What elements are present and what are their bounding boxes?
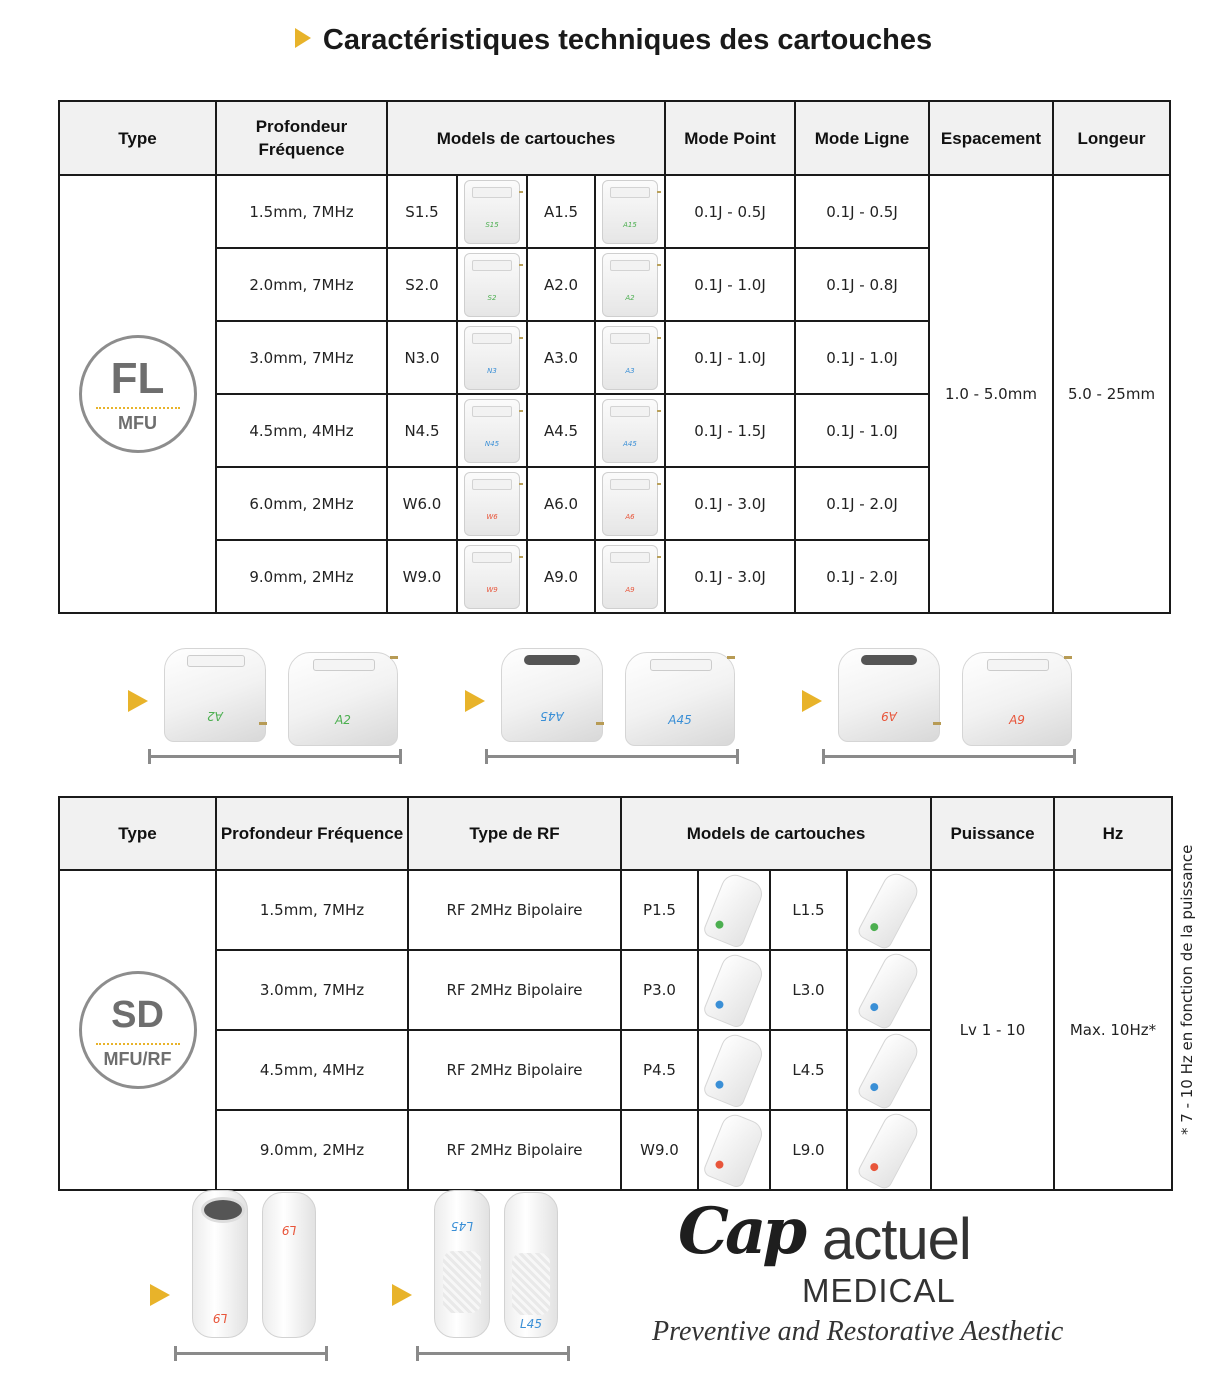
cartridge-image — [702, 1111, 766, 1190]
header-puissance: Puissance — [931, 797, 1054, 870]
logo-cap: Cap — [678, 1194, 804, 1269]
table-row — [59, 870, 1172, 950]
play-triangle-icon — [802, 690, 822, 712]
play-triangle-icon — [392, 1284, 412, 1306]
mode-point-cell: 0.1J - 0.5J — [665, 175, 795, 248]
model-name-cell: A4.5 — [527, 394, 595, 467]
profondeur-cell: 1.5mm, 7MHz — [216, 175, 387, 248]
cartridge-label: A2 — [625, 293, 635, 302]
product-group — [128, 640, 418, 770]
profondeur-cell: 4.5mm, 4MHz — [216, 1030, 408, 1110]
profondeur-cell: 6.0mm, 2MHz — [216, 467, 387, 540]
cartridge-ring — [201, 1197, 245, 1223]
cartridge-image — [464, 253, 520, 317]
header-rf: Type de RF — [408, 797, 621, 870]
page-title: Caractéristiques techniques des cartouches — [0, 24, 1227, 57]
header-type: Type — [59, 797, 216, 870]
rf-type-cell: RF 2MHz Bipolaire — [408, 1110, 621, 1190]
cartridge-mesh — [443, 1251, 482, 1313]
scale-bar — [174, 1352, 328, 1355]
cartridge-label: S15 — [485, 220, 499, 229]
header-longeur: Longeur — [1053, 101, 1170, 175]
model-thumbnail — [847, 950, 931, 1030]
product-group — [392, 1188, 582, 1368]
connector-pin — [390, 656, 398, 659]
cartridge-mesh — [512, 1253, 549, 1315]
profondeur-cell: 2.0mm, 7MHz — [216, 248, 387, 321]
cartridge-window — [524, 655, 580, 665]
connector-pin — [259, 722, 267, 725]
model-name-cell: W9.0 — [387, 540, 457, 613]
badge-title: SD — [111, 994, 164, 1036]
scale-bar — [416, 1352, 570, 1355]
cartridge-window — [187, 655, 245, 667]
cartridge-label: W6 — [486, 512, 498, 521]
header-models: Models de cartouches — [387, 101, 665, 175]
cartridge-image — [602, 399, 658, 463]
sd-spec-table — [58, 796, 1173, 1191]
profondeur-cell: 9.0mm, 2MHz — [216, 1110, 408, 1190]
badge-divider — [96, 407, 180, 409]
cartridge-window — [987, 659, 1049, 671]
header-profondeur: Profondeur Fréquence — [216, 797, 408, 870]
scale-bar — [822, 755, 1076, 758]
rf-type-cell: RF 2MHz Bipolaire — [408, 870, 621, 950]
model-name-cell: L1.5 — [770, 870, 847, 950]
cartridge-label: N45 — [484, 439, 500, 448]
model-name-cell: S2.0 — [387, 248, 457, 321]
cartridge-label: L9 — [212, 1311, 228, 1325]
cartridge-label: A9 — [1009, 713, 1025, 727]
cartridge-label: L9 — [281, 1223, 297, 1237]
model-name-cell: S1.5 — [387, 175, 457, 248]
play-triangle-icon — [465, 690, 485, 712]
cartridge-image — [602, 545, 658, 609]
type-cell — [59, 870, 216, 1190]
header-profondeur: Profondeur Fréquence — [216, 101, 387, 175]
mode-ligne-cell: 0.1J - 1.0J — [795, 394, 929, 467]
mode-ligne-cell: 0.1J - 0.8J — [795, 248, 929, 321]
rf-cartridge-back — [504, 1192, 558, 1338]
play-triangle-icon — [295, 28, 311, 48]
header-espacement: Espacement — [929, 101, 1053, 175]
fl-spec-table — [58, 100, 1171, 614]
cartridge-window — [313, 659, 375, 671]
handpiece-cartridge-front — [501, 648, 603, 742]
model-thumbnail — [595, 248, 665, 321]
model-name-cell: N3.0 — [387, 321, 457, 394]
model-thumbnail — [595, 175, 665, 248]
model-name-cell: P3.0 — [621, 950, 698, 1030]
profondeur-cell: 1.5mm, 7MHz — [216, 870, 408, 950]
capactuel-logo — [650, 1190, 1064, 1360]
model-name-cell: A6.0 — [527, 467, 595, 540]
model-thumbnail — [698, 1030, 770, 1110]
model-thumbnail — [457, 321, 527, 394]
cartridge-label: A6 — [625, 512, 635, 521]
model-thumbnail — [457, 467, 527, 540]
type-cell — [59, 175, 216, 613]
header-mode-point: Mode Point — [665, 101, 795, 175]
model-thumbnail — [595, 394, 665, 467]
badge-title: FL — [110, 354, 165, 403]
cartridge-label: A45 — [540, 709, 564, 723]
cartridge-label: S2 — [487, 293, 497, 302]
model-name-cell: W6.0 — [387, 467, 457, 540]
cartridge-label: L45 — [451, 1219, 473, 1233]
cartridge-label: A2 — [207, 709, 223, 723]
cartridge-image — [856, 1029, 923, 1111]
hz-footnote: * 7 - 10 Hz en fonction de la puissance — [1178, 844, 1196, 1135]
cartridge-image — [602, 180, 658, 244]
model-name-cell: A9.0 — [527, 540, 595, 613]
color-dot — [869, 1002, 880, 1013]
model-name-cell: A2.0 — [527, 248, 595, 321]
model-name-cell: A3.0 — [527, 321, 595, 394]
mode-point-cell: 0.1J - 1.0J — [665, 248, 795, 321]
cartridge-window — [650, 659, 712, 671]
model-thumbnail — [698, 1110, 770, 1190]
model-thumbnail — [595, 540, 665, 613]
cartridge-image — [602, 253, 658, 317]
handpiece-cartridge-front — [838, 648, 940, 742]
color-dot — [714, 999, 724, 1009]
cartridge-image — [464, 180, 520, 244]
mode-point-cell: 0.1J - 1.5J — [665, 394, 795, 467]
model-thumbnail — [698, 870, 770, 950]
mode-point-cell: 0.1J - 3.0J — [665, 540, 795, 613]
rf-cartridge-back — [262, 1192, 316, 1338]
model-thumbnail — [847, 1110, 931, 1190]
mode-ligne-cell: 0.1J - 0.5J — [795, 175, 929, 248]
espacement-cell: 1.0 - 5.0mm — [929, 175, 1053, 613]
handpiece-cartridge-side — [288, 652, 398, 746]
scale-bar — [148, 755, 402, 758]
model-thumbnail — [457, 248, 527, 321]
logo-medical: MEDICAL — [802, 1272, 956, 1309]
profondeur-cell: 9.0mm, 2MHz — [216, 540, 387, 613]
header-type: Type — [59, 101, 216, 175]
model-name-cell: W9.0 — [621, 1110, 698, 1190]
color-dot — [714, 919, 724, 929]
play-triangle-icon — [150, 1284, 170, 1306]
cartridge-label: A45 — [668, 713, 692, 727]
mode-ligne-cell: 0.1J - 2.0J — [795, 540, 929, 613]
connector-pin — [933, 722, 941, 725]
puissance-cell: Lv 1 - 10 — [931, 870, 1054, 1190]
logo-tagline: Preventive and Restorative Aesthetic — [652, 1316, 1064, 1347]
cartridge-label: A9 — [881, 709, 897, 723]
connector-pin — [727, 656, 735, 659]
handpiece-cartridge-front — [164, 648, 266, 742]
cartridge-image — [464, 326, 520, 390]
cartridge-label: A2 — [335, 713, 351, 727]
model-thumbnail — [457, 175, 527, 248]
color-dot — [714, 1079, 724, 1089]
cartridge-label: L45 — [520, 1317, 542, 1331]
sd-type-badge — [79, 971, 197, 1089]
longeur-cell: 5.0 - 25mm — [1053, 175, 1170, 613]
cartridge-image — [702, 951, 766, 1030]
product-group — [465, 640, 755, 770]
fl-type-badge — [79, 335, 197, 453]
model-thumbnail — [595, 467, 665, 540]
product-group — [802, 640, 1092, 770]
rf-cartridge-front — [192, 1190, 248, 1338]
model-thumbnail — [457, 540, 527, 613]
play-triangle-icon — [128, 690, 148, 712]
mode-ligne-cell: 0.1J - 2.0J — [795, 467, 929, 540]
cartridge-image — [464, 399, 520, 463]
cartridge-image — [702, 1031, 766, 1110]
rf-cartridge-front — [434, 1190, 490, 1338]
model-name-cell: L4.5 — [770, 1030, 847, 1110]
hz-cell: Max. 10Hz* — [1054, 870, 1172, 1190]
connector-pin — [1064, 656, 1072, 659]
cartridge-label: N3 — [487, 366, 497, 375]
cartridge-label: A15 — [623, 220, 637, 229]
header-mode-ligne: Mode Ligne — [795, 101, 929, 175]
cartridge-image — [602, 326, 658, 390]
badge-subtitle: MFU — [118, 413, 157, 433]
handpiece-cartridge-side — [625, 652, 735, 746]
color-dot — [714, 1159, 724, 1169]
model-name-cell: P4.5 — [621, 1030, 698, 1110]
product-group — [150, 1188, 340, 1368]
model-thumbnail — [457, 394, 527, 467]
cartridge-image — [602, 472, 658, 536]
model-thumbnail — [847, 1030, 931, 1110]
table-row — [59, 175, 1170, 248]
mode-ligne-cell: 0.1J - 1.0J — [795, 321, 929, 394]
cartridge-label: A45 — [623, 439, 637, 448]
mode-point-cell: 0.1J - 1.0J — [665, 321, 795, 394]
badge-divider — [96, 1043, 180, 1045]
connector-pin — [596, 722, 604, 725]
cartridge-image — [856, 1109, 923, 1191]
cartridge-image — [702, 871, 766, 950]
model-name-cell: A1.5 — [527, 175, 595, 248]
model-thumbnail — [595, 321, 665, 394]
model-thumbnail — [698, 950, 770, 1030]
badge-subtitle: MFU/RF — [103, 1049, 172, 1069]
header-hz: Hz — [1054, 797, 1172, 870]
cartridge-image — [856, 949, 923, 1031]
color-dot — [869, 1082, 880, 1093]
color-dot — [869, 922, 880, 933]
profondeur-cell: 3.0mm, 7MHz — [216, 950, 408, 1030]
cartridge-label: A9 — [625, 585, 635, 594]
cartridge-label: A3 — [625, 366, 635, 375]
color-dot — [869, 1162, 880, 1173]
cartridge-image — [856, 869, 923, 951]
model-name-cell: L3.0 — [770, 950, 847, 1030]
rf-type-cell: RF 2MHz Bipolaire — [408, 1030, 621, 1110]
handpiece-cartridge-side — [962, 652, 1072, 746]
cartridge-label: W9 — [486, 585, 498, 594]
model-name-cell: L9.0 — [770, 1110, 847, 1190]
scale-bar — [485, 755, 739, 758]
cartridge-image — [464, 545, 520, 609]
logo-actuel: actuel — [822, 1207, 971, 1272]
rf-type-cell: RF 2MHz Bipolaire — [408, 950, 621, 1030]
model-thumbnail — [847, 870, 931, 950]
profondeur-cell: 4.5mm, 4MHz — [216, 394, 387, 467]
profondeur-cell: 3.0mm, 7MHz — [216, 321, 387, 394]
model-name-cell: N4.5 — [387, 394, 457, 467]
cartridge-image — [464, 472, 520, 536]
header-models: Models de cartouches — [621, 797, 931, 870]
model-name-cell: P1.5 — [621, 870, 698, 950]
cartridge-window — [861, 655, 917, 665]
mode-point-cell: 0.1J - 3.0J — [665, 467, 795, 540]
